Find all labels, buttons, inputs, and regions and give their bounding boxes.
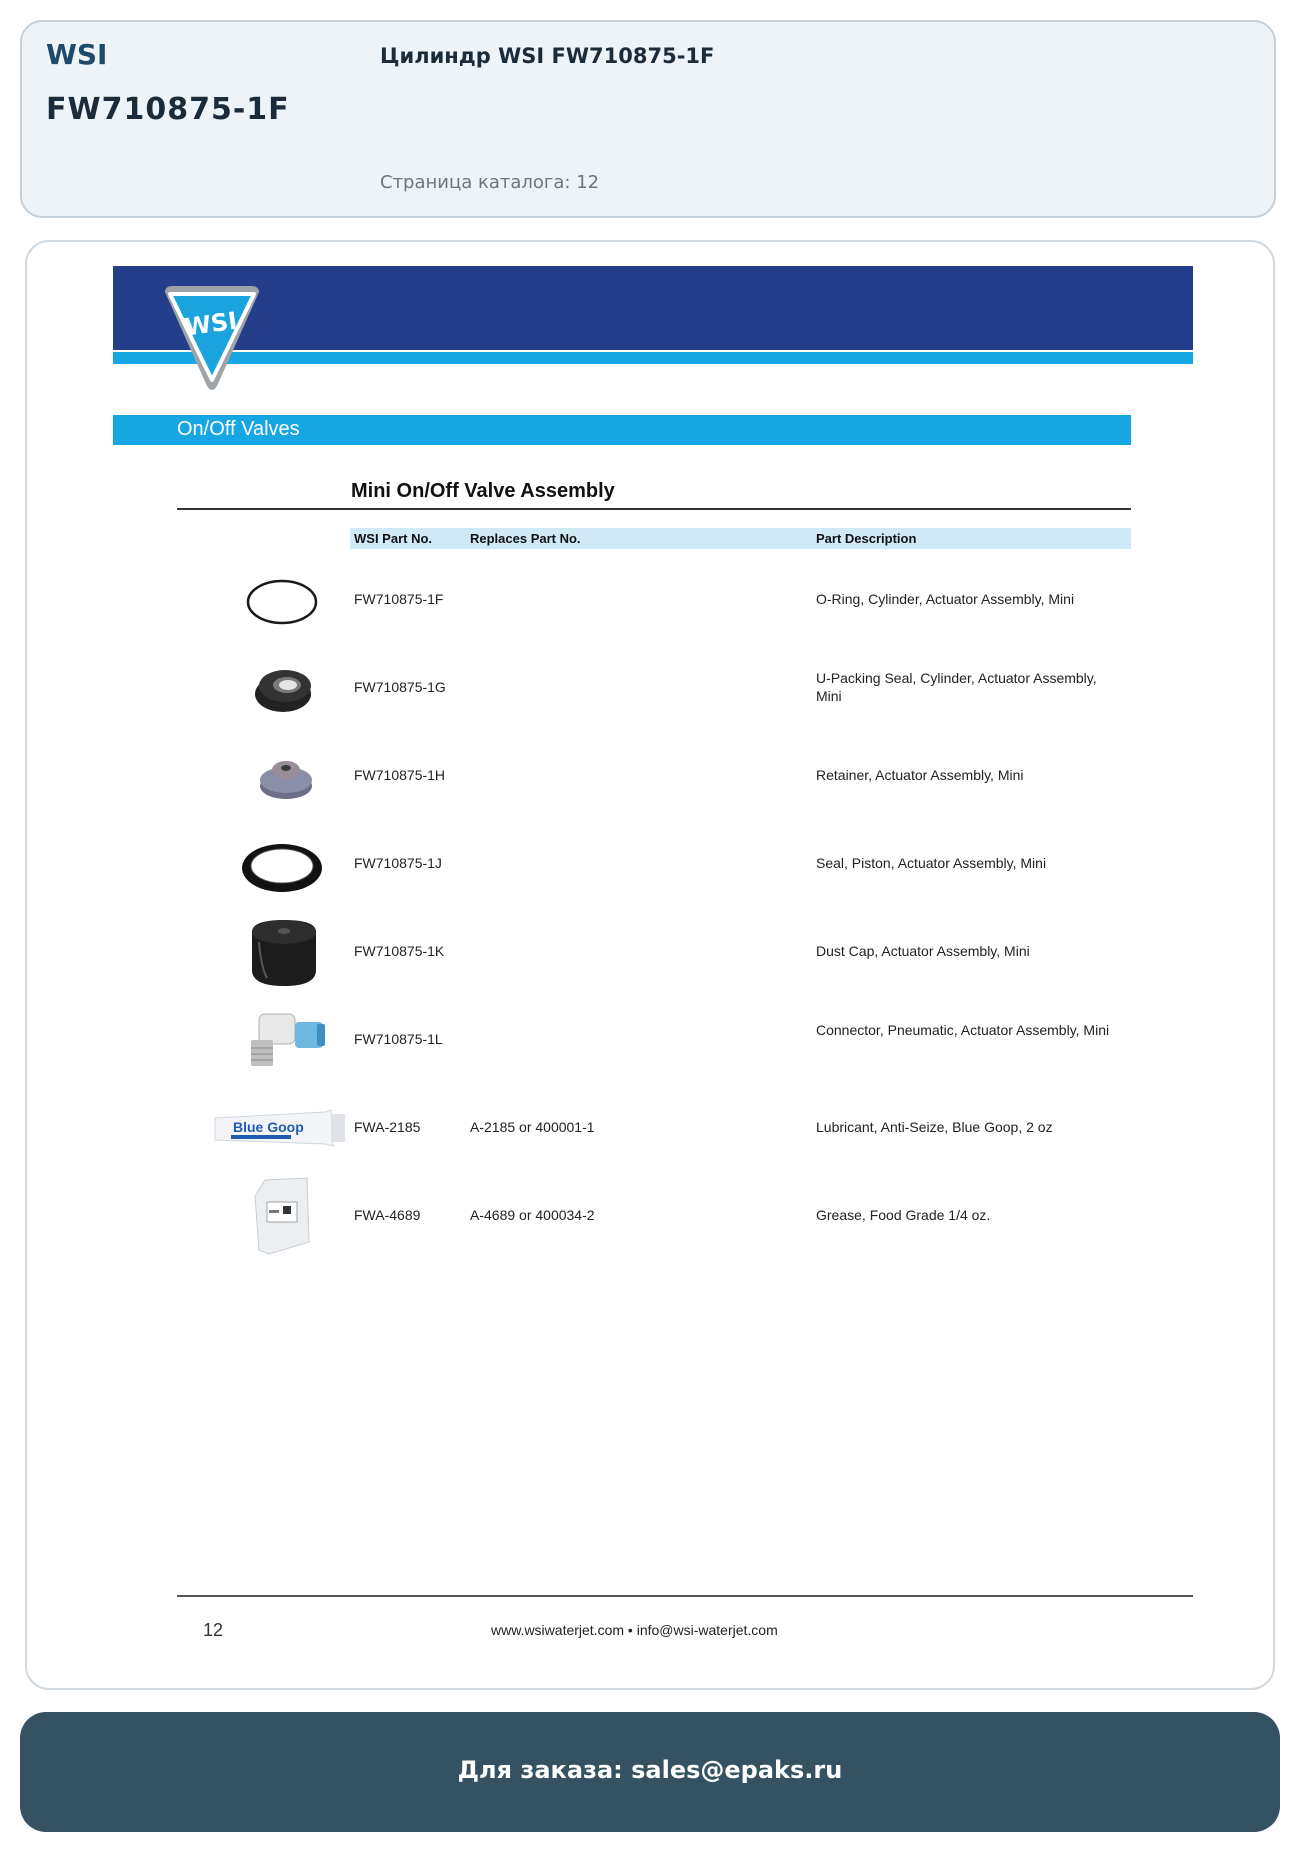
part-description: Lubricant, Anti-Seize, Blue Goop, 2 oz — [816, 1119, 1053, 1135]
table-row — [27, 996, 1277, 1084]
table-row — [27, 644, 1277, 732]
footer-divider — [177, 1595, 1193, 1597]
blue-goop-label: Blue Goop — [233, 1119, 304, 1135]
table-row — [27, 1172, 1277, 1260]
part-description: O-Ring, Cylinder, Actuator Assembly, Mini — [816, 591, 1075, 607]
part-number: FWA-4689 — [354, 1207, 421, 1223]
catalog-banner — [113, 266, 1193, 350]
table-header — [350, 528, 1131, 549]
section-bar — [113, 415, 1131, 445]
blue-goop-tube-icon — [207, 1088, 357, 1168]
dust-cap-icon — [207, 912, 357, 992]
part-description: U-Packing Seal, Cylinder, Actuator Assembly, Mini — [816, 670, 1097, 704]
logo-text: WSI — [182, 306, 239, 342]
column-header-part: WSI Part No. — [354, 531, 433, 546]
table-row — [27, 732, 1277, 820]
footer-contact: www.wsiwaterjet.com • info@wsi-waterjet.com — [491, 1622, 778, 1638]
part-number: FW710875-1H — [354, 767, 446, 783]
part-number: FW710875-1G — [354, 679, 446, 695]
part-description: Retainer, Actuator Assembly, Mini — [816, 767, 1024, 783]
table-row — [27, 556, 1277, 644]
table-row — [27, 1084, 1277, 1172]
order-email[interactable]: Для заказа: sales@epaks.ru — [457, 1756, 843, 1784]
pneumatic-connector-icon — [207, 1000, 357, 1080]
footer-page-number: 12 — [203, 1620, 224, 1640]
part-description: Connector, Pneumatic, Actuator Assembly, Mini — [816, 1022, 1110, 1038]
assembly-title: Mini On/Off Valve Assembly — [351, 480, 615, 502]
column-header-replaces: Replaces Part No. — [470, 531, 581, 546]
banner-stripe — [113, 352, 1193, 364]
u-packing-seal-icon — [207, 648, 357, 728]
model-number: FW710875-1F — [46, 92, 290, 127]
piston-seal-icon — [207, 824, 357, 904]
table-row — [27, 908, 1277, 996]
divider — [177, 508, 1131, 510]
part-number: FW710875-1J — [354, 855, 442, 871]
grease-packet-icon — [207, 1176, 357, 1256]
product-header — [20, 20, 1276, 218]
table-row — [27, 820, 1277, 908]
column-header-description: Part Description — [816, 531, 917, 546]
catalog-page — [25, 240, 1275, 1690]
catalog-page-label: Страница каталога: 12 — [380, 172, 600, 193]
part-description: Dust Cap, Actuator Assembly, Mini — [816, 943, 1030, 959]
part-description: Seal, Piston, Actuator Assembly, Mini — [816, 855, 1047, 871]
part-number: FW710875-1F — [354, 591, 444, 607]
part-number: FW710875-1L — [354, 1031, 443, 1047]
section-title: On/Off Valves — [177, 418, 300, 440]
part-number: FW710875-1K — [354, 943, 445, 959]
part-description: Grease, Food Grade 1/4 oz. — [816, 1207, 991, 1223]
wsi-logo-icon — [159, 282, 265, 394]
order-banner — [20, 1712, 1280, 1832]
brand-name: WSI — [46, 38, 108, 71]
replaces-part-number: A-2185 or 400001-1 — [470, 1119, 595, 1135]
product-title: Цилиндр WSI FW710875-1F — [380, 44, 715, 68]
part-number: FWA-2185 — [354, 1119, 421, 1135]
retainer-icon — [207, 736, 357, 816]
replaces-part-number: A-4689 or 400034-2 — [470, 1207, 595, 1223]
o-ring-icon — [207, 560, 357, 640]
